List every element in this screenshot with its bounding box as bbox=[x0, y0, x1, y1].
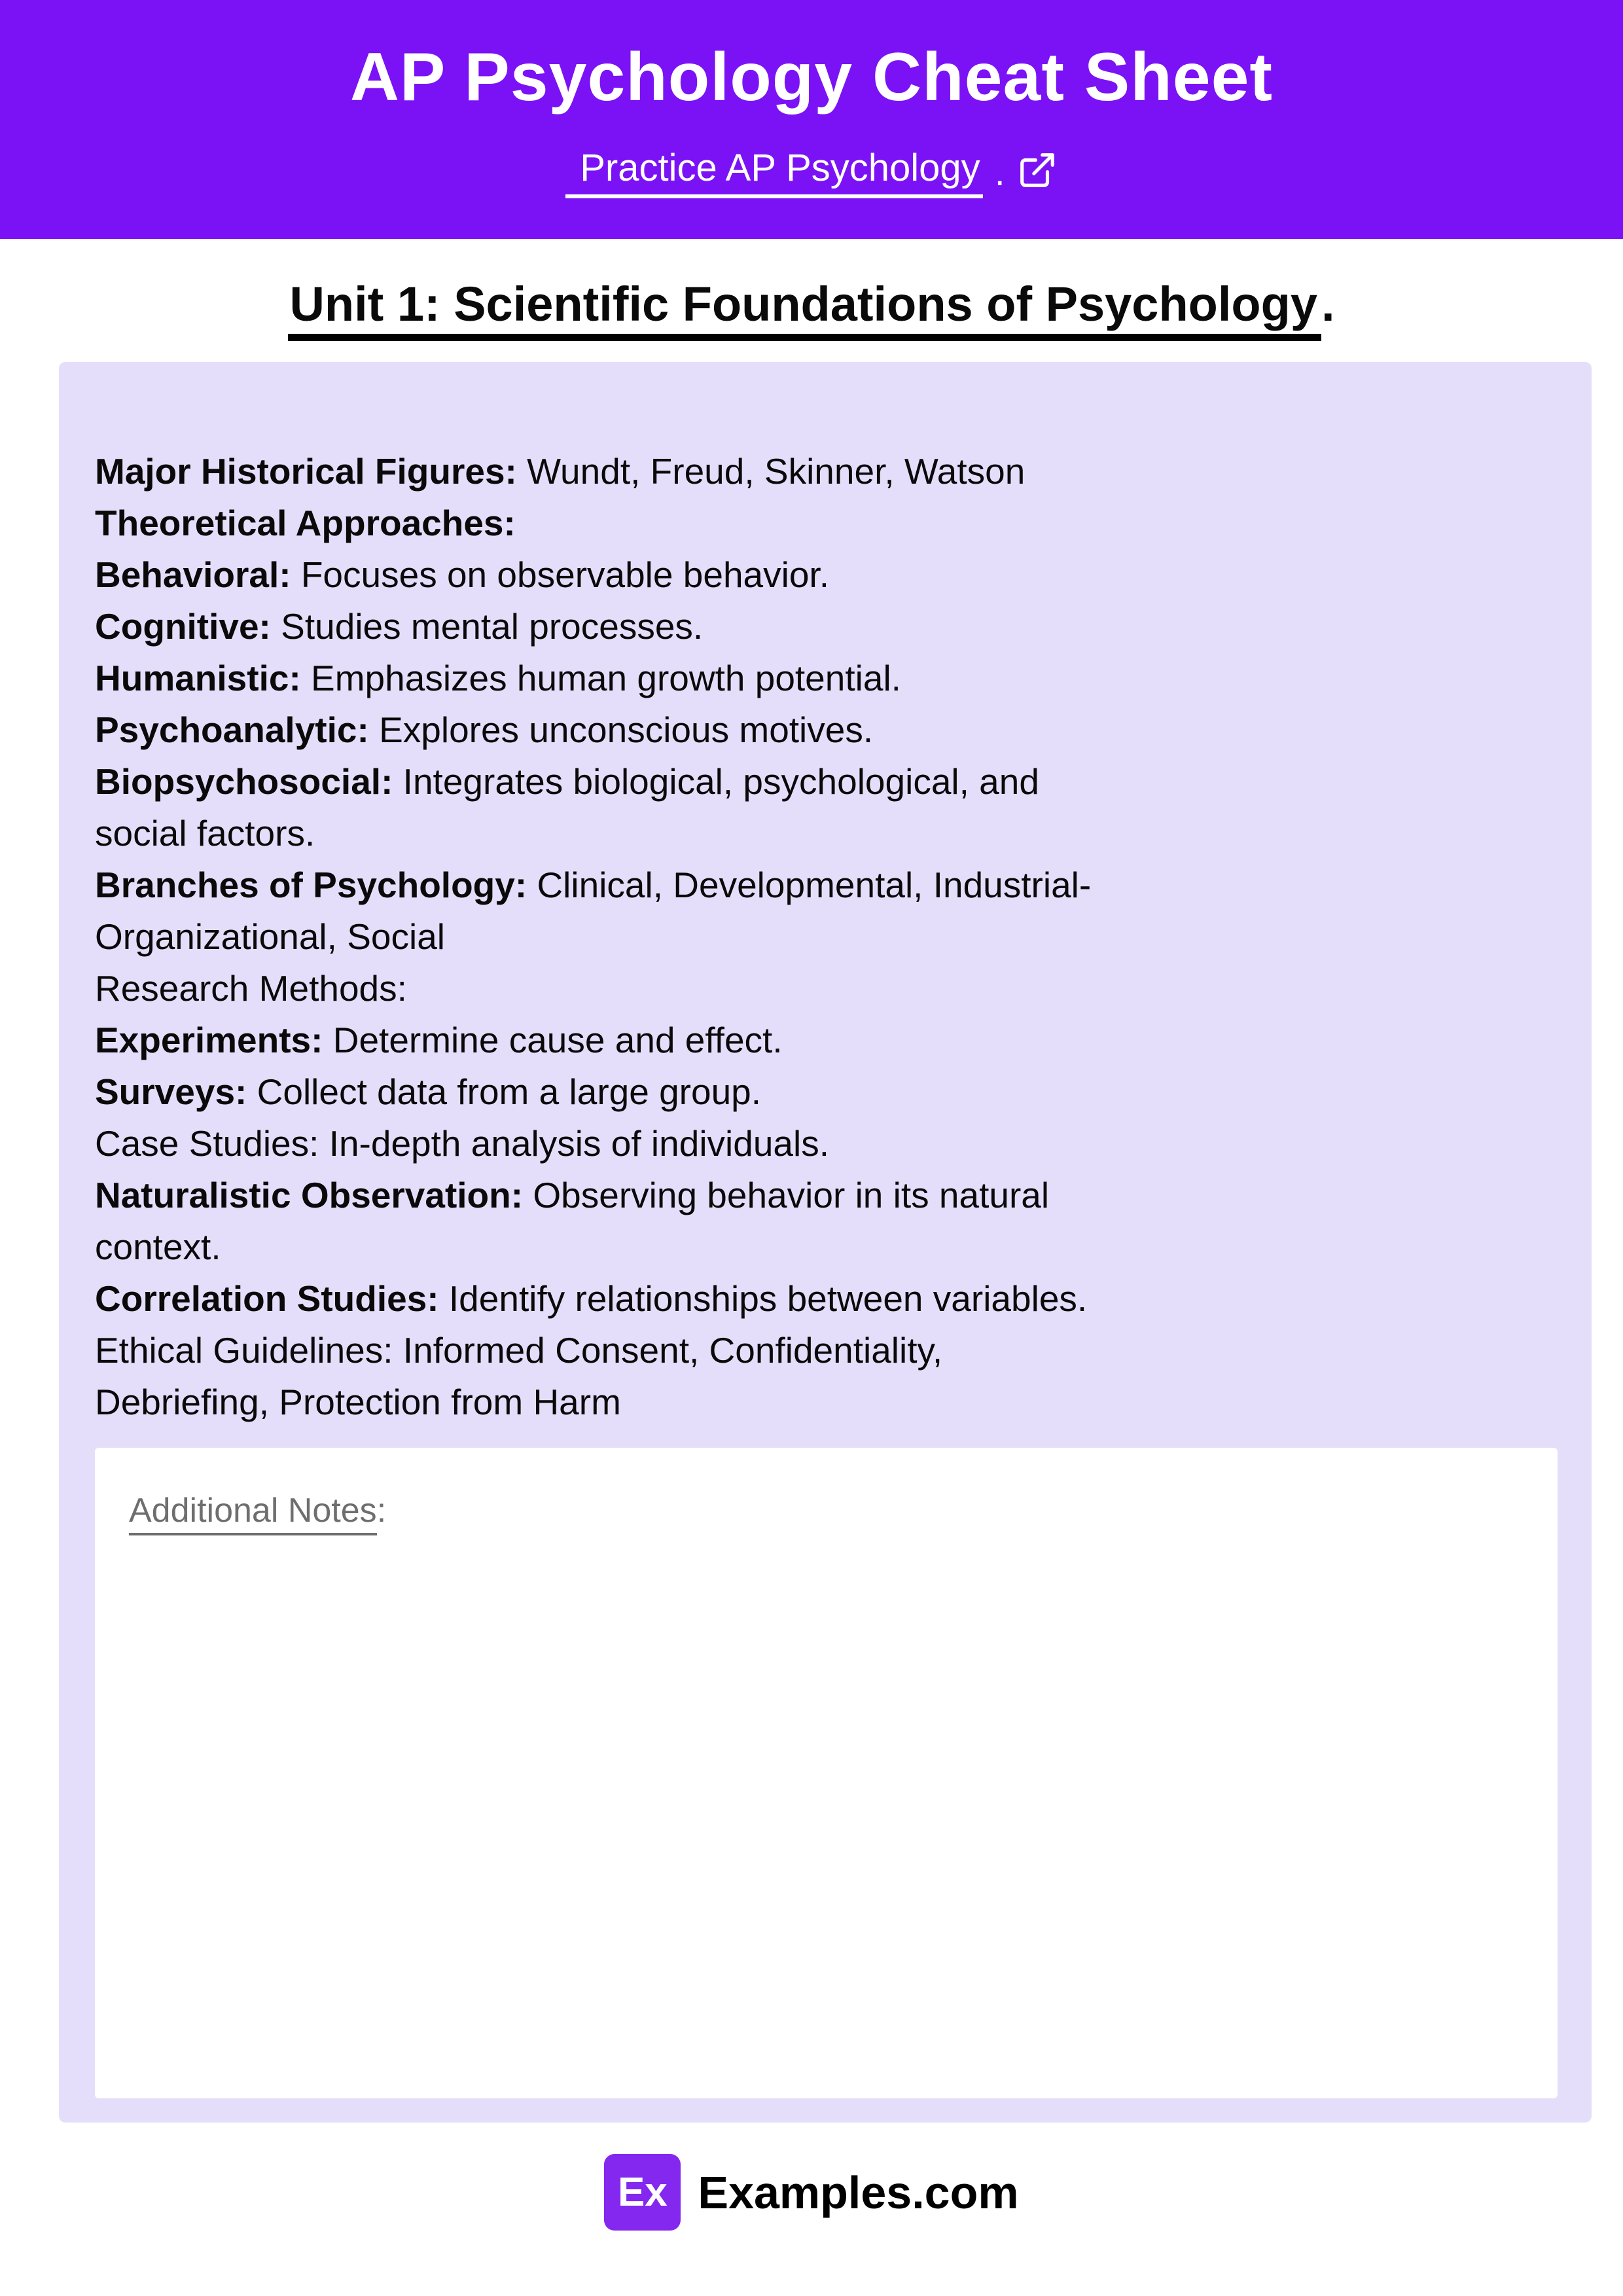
text-line bbox=[95, 1170, 1558, 1221]
additional-notes-label-row bbox=[129, 1491, 1525, 1530]
text-line-body: Emphasizes human growth potential. bbox=[300, 658, 901, 698]
link-period: . bbox=[994, 151, 1005, 194]
unit-heading: Unit 1: Scientific Foundations of Psychology bbox=[288, 277, 1321, 341]
header-banner bbox=[0, 0, 1623, 239]
text-line bbox=[95, 601, 1558, 653]
unit-notes-text bbox=[95, 446, 1558, 1428]
text-line-body: Ethical Guidelines: Informed Consent, Confidentiality, bbox=[95, 1330, 943, 1371]
text-line-body: Collect data from a large group. bbox=[247, 1071, 762, 1112]
text-line-label: Naturalistic Observation: bbox=[95, 1175, 524, 1215]
text-line-body: Explores unconscious motives. bbox=[368, 709, 874, 750]
text-line-label: Experiments: bbox=[95, 1020, 323, 1060]
text-line-label: Correlation Studies: bbox=[95, 1278, 439, 1319]
practice-ap-psychology-link[interactable]: Practice AP Psychology bbox=[565, 147, 982, 198]
unit-heading-row bbox=[0, 277, 1623, 332]
text-line-body: Debriefing, Protection from Harm bbox=[95, 1382, 621, 1422]
text-line bbox=[95, 1118, 1558, 1170]
text-line-label: Humanistic: bbox=[95, 658, 301, 698]
text-line-body: Wundt, Freud, Skinner, Watson bbox=[516, 451, 1026, 492]
text-line-body: Identify relationships between variables. bbox=[438, 1278, 1088, 1319]
text-line-body: Research Methods: bbox=[95, 968, 407, 1009]
text-line bbox=[95, 1376, 1558, 1428]
text-line bbox=[95, 446, 1558, 497]
text-line bbox=[95, 549, 1558, 601]
additional-notes-colon: : bbox=[376, 1492, 387, 1530]
additional-notes-label: Additional Notes bbox=[129, 1492, 377, 1535]
text-line-label: Behavioral: bbox=[95, 554, 291, 595]
text-line-body: Clinical, Developmental, Industrial- bbox=[527, 865, 1092, 905]
text-line-body: Integrates biological, psychological, and bbox=[393, 761, 1039, 802]
text-line-body: Case Studies: In-depth analysis of individuals. bbox=[95, 1123, 830, 1164]
text-line bbox=[95, 911, 1558, 963]
examples-logo[interactable] bbox=[604, 2154, 681, 2231]
text-line-body: Focuses on observable behavior. bbox=[291, 554, 829, 595]
text-line bbox=[95, 1325, 1558, 1376]
text-line bbox=[95, 1014, 1558, 1066]
text-line-body: social factors. bbox=[95, 813, 315, 853]
text-line-label: Psychoanalytic: bbox=[95, 709, 369, 750]
text-line bbox=[95, 1066, 1558, 1118]
page-title: AP Psychology Cheat Sheet bbox=[349, 39, 1274, 115]
unit-content-panel bbox=[59, 362, 1592, 2123]
text-line-label: Biopsychosocial: bbox=[95, 761, 393, 802]
text-line-body: Studies mental processes. bbox=[270, 606, 704, 647]
text-line-body: Determine cause and effect. bbox=[323, 1020, 783, 1060]
text-line bbox=[95, 704, 1558, 756]
text-line bbox=[95, 1221, 1558, 1273]
practice-link-row bbox=[565, 147, 1058, 198]
text-line bbox=[95, 808, 1558, 859]
text-line-label: Cognitive: bbox=[95, 606, 271, 647]
text-line-body: Organizational, Social bbox=[95, 916, 446, 957]
text-line bbox=[95, 756, 1558, 808]
footer-brand-name: Examples.com bbox=[698, 2166, 1019, 2218]
text-line-label: Surveys: bbox=[95, 1071, 247, 1112]
unit-heading-period: . bbox=[1321, 277, 1335, 331]
additional-notes-box[interactable] bbox=[95, 1448, 1558, 2098]
text-line-body: context. bbox=[95, 1227, 221, 1267]
text-line bbox=[95, 963, 1558, 1014]
text-line-label: Major Historical Figures: bbox=[95, 451, 517, 492]
text-line bbox=[95, 497, 1558, 549]
text-line bbox=[95, 653, 1558, 704]
text-line-label: Branches of Psychology: bbox=[95, 865, 527, 905]
examples-logo-text: Ex bbox=[617, 2169, 668, 2215]
text-line bbox=[95, 1273, 1558, 1325]
text-line bbox=[95, 859, 1558, 911]
footer-brand-row bbox=[0, 2154, 1623, 2231]
text-line-body: Observing behavior in its natural bbox=[523, 1175, 1050, 1215]
external-link-icon bbox=[1017, 155, 1058, 190]
text-line-label: Theoretical Approaches: bbox=[95, 503, 516, 543]
